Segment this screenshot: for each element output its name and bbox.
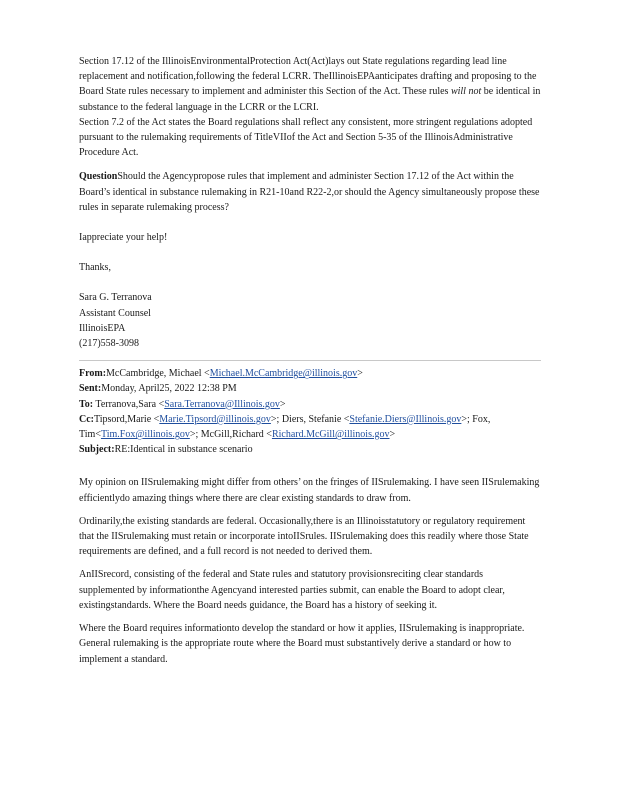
subject-value: RE:Identical in substance scenario [114,444,253,456]
cc-name-3: >; Fox, Tim< [79,413,491,441]
reply-paragraph-3: AnIISrecord, consisting of the federal and State rules and statutory provisionsreciting clear standards supplemented by informationthe Agencyand interested parties submit, can enable the Board to adopt clear, existingstandards. Where the Board needs guidance, the Board has a history of seeking it. [79,569,505,611]
reply-paragraph-4: Where the Board requires informationto develop the standard or how it applies, IISrulemaking is inappropriate. General rulemaking is the appropriate route where the Board must substantively derive a standard or how to implement a standard. [79,623,525,665]
from-email-link[interactable]: Michael.McCambridge@illinois.gov [209,368,358,380]
cc-email-link-4[interactable]: Richard.McGill@illinois.gov [271,429,390,441]
reply-paragraph-1: My opinion on IISrulemaking might differ from others’ on the fringes of IISrulemaking. I have seen IISrulemaking efficientlydo amazing things where there are clear existing standards to draw from. [79,477,540,504]
cc-email-link-2[interactable]: Stefanie.Diers@Illinois.gov [349,413,462,425]
subject-line [79,442,541,457]
intro-paragraph-1 [79,54,541,115]
email-divider [79,360,541,361]
question-label: Question [79,171,118,183]
to-close: > [279,398,286,410]
document-page [79,54,541,675]
intro-emphasis: will not [450,86,482,98]
reply-paragraph-2: Ordinarily,the existing standards are federal. Occasionally,there is an Illinoisstatutory or regulatory requirement that the IISrulemaking must retain or incorporate intoIISrules. IISrulemaking does this readily where those State requirements are defined, and a full record is not needed to derived them. [79,515,529,558]
to-label: To: [79,398,94,410]
signature-phone: (217)558-3098 [79,338,139,350]
sent-line [79,381,541,396]
cc-name-1: Tipsord,Marie < [94,413,160,425]
intro-text-a: Section 17.12 of the IllinoisEnvironmentalProtection Act(Act)lays out State regulations regarding lead line replacement and notification,following the federal LCRR. TheIllinoisEPAanticipates drafting and proposing to the Board State rules necessary to implement and administer this Section of the Act. These rules [79,56,537,98]
from-close: > [357,368,363,380]
cc-close: > [389,429,396,441]
cc-name-2: >; Diers, Stefanie < [270,413,350,425]
signature-title: Assistant Counsel [79,307,151,319]
cc-label: Cc: [79,413,94,425]
cc-email-link-1[interactable]: Marie.Tipsord@illinois.gov [159,413,271,425]
to-line [79,397,541,412]
from-name: McCambridge, Michael < [106,368,210,380]
sent-value: Monday, April25, 2022 12:38 PM [101,383,237,395]
signature-org: IllinoisEPA [79,322,126,334]
question-paragraph [79,169,541,215]
question-text: Should the Agencypropose rules that implement and administer Section 17.12 of the Act within the Board’s identical in substance rulemaking in R21-10and R22-2,or should the Agency simultaneously propose these rules in separate rulemaking process? [79,171,540,213]
thanks-line: Thanks, [79,262,111,274]
intro-paragraph-2: Section 7.2 of the Act states the Board regulations shall reflect any consistent, more stringent regulations adopted pursuant to the rulemaking requirements of TitleVIIof the Act and Section 5-35 of the IllinoisAdministrative Procedure Act. [79,116,533,159]
subject-label: Subject: [79,444,115,456]
cc-name-4: >; McGill,Richard < [189,429,272,441]
signature-name: Sara G. Terranova [79,292,152,304]
cc-email-link-3[interactable]: Tim.Fox@illinois.gov [100,429,190,441]
to-email-link[interactable]: Sara.Terranova@Illinois.gov [164,398,280,410]
from-line [79,366,541,381]
intro-text-b: be identical in substance to the federal language in the LCRR or the LCRI. [79,86,541,113]
email-header [79,366,541,457]
sent-label: Sent: [79,383,102,395]
appreciate-line: Iappreciate your help! [79,232,168,244]
to-name: Terranova,Sara < [93,398,165,410]
cc-line [79,412,541,442]
from-label: From: [79,368,107,380]
